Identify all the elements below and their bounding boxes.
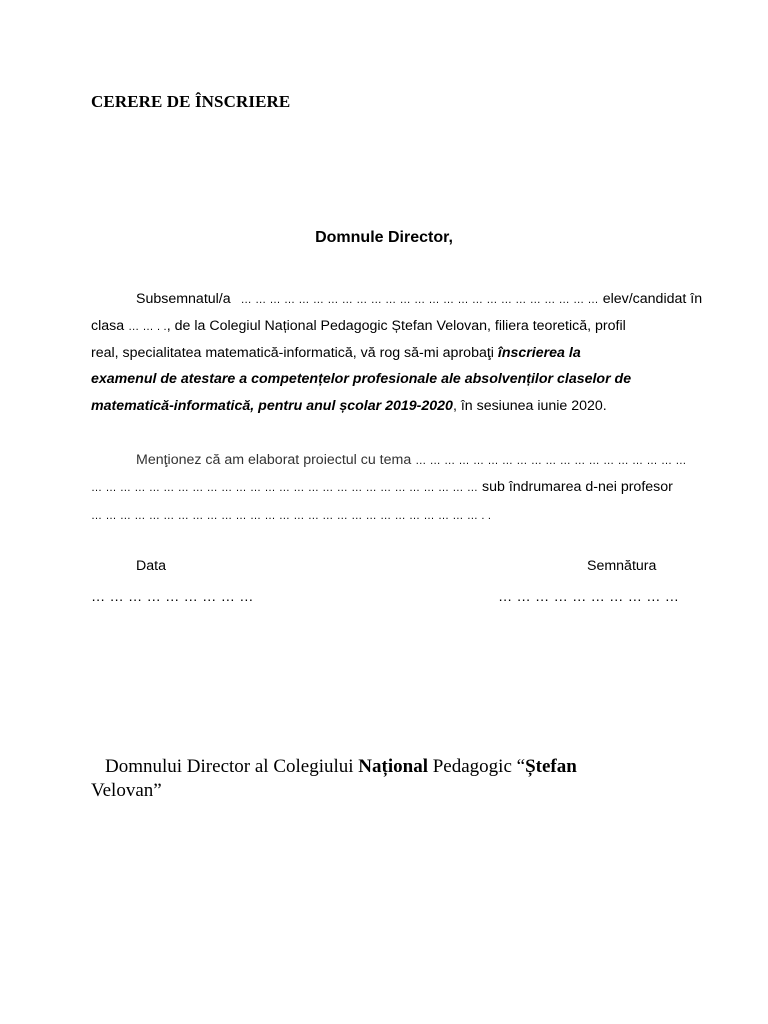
- para2-line3: [91, 507, 491, 523]
- para1-text: real, specialitatea matematică-informatică, vă rog să-mi aprobaţi: [91, 345, 494, 361]
- class-dots: … … . .: [128, 321, 167, 333]
- addressee-text: Național: [358, 756, 428, 777]
- signature-dots: … … … … … … … … … …: [498, 589, 680, 605]
- document-title: CERERE DE ÎNSCRIERE: [91, 92, 291, 111]
- name-dots: … … … … … … … … … … … … … … … … … … … … … … … … …: [240, 294, 599, 306]
- para1-text: clasa: [91, 318, 125, 334]
- addressee-text: Pedagogic “: [427, 756, 526, 777]
- salutation: Domnule Director,: [315, 229, 453, 246]
- para1-line2: [91, 318, 626, 334]
- date-label: Data: [136, 558, 166, 574]
- para1-line1: [136, 291, 702, 307]
- para1-text: elev/candidat în: [602, 291, 703, 307]
- addressee-text: Velovan: [91, 780, 154, 801]
- addressee-text: ”: [153, 780, 162, 801]
- para1-line4: examenul de atestare a competențelor profesionale ale absolvenților claselor de: [91, 371, 632, 387]
- para1-line5: [91, 398, 607, 414]
- para1-text: , de la Colegiul Național Pedagogic Ștefan Velovan, filiera teoretică, profil: [166, 318, 626, 334]
- addressee-text: Domnului Director al Colegiului: [105, 756, 359, 777]
- para2-text: sub îndrumarea d-nei profesor: [482, 479, 673, 495]
- signature-label: Semnătura: [587, 558, 657, 574]
- para1-line3: [91, 345, 581, 361]
- para2-line1: [136, 452, 687, 468]
- topic-dots: … … … … … … … … … … … … … … … … … … …: [415, 455, 687, 467]
- para1-emphasis: înscrierea la: [497, 345, 581, 361]
- para2-text: Menţionez că am elaborat proiectul cu tema: [136, 452, 412, 468]
- date-dots: … … … … … … … … …: [91, 589, 254, 605]
- para2-line2: [91, 479, 673, 495]
- para1-text: , în sesiunea iunie 2020.: [452, 398, 607, 414]
- addressee-text: Ștefan: [525, 756, 577, 777]
- addressee: [91, 755, 651, 803]
- teacher-dots: … … … … … … … … … … … … … … … … … … … … … … … … … … … . .: [91, 510, 492, 522]
- para1-emphasis: matematică-informatică, pentru anul școlar 2019-2020: [91, 398, 453, 414]
- para1-text: Subsemnatul/a: [136, 291, 231, 307]
- topic-dots: … … … … … … … … … … … … … … … … … … … … … … … … … … …: [91, 482, 479, 494]
